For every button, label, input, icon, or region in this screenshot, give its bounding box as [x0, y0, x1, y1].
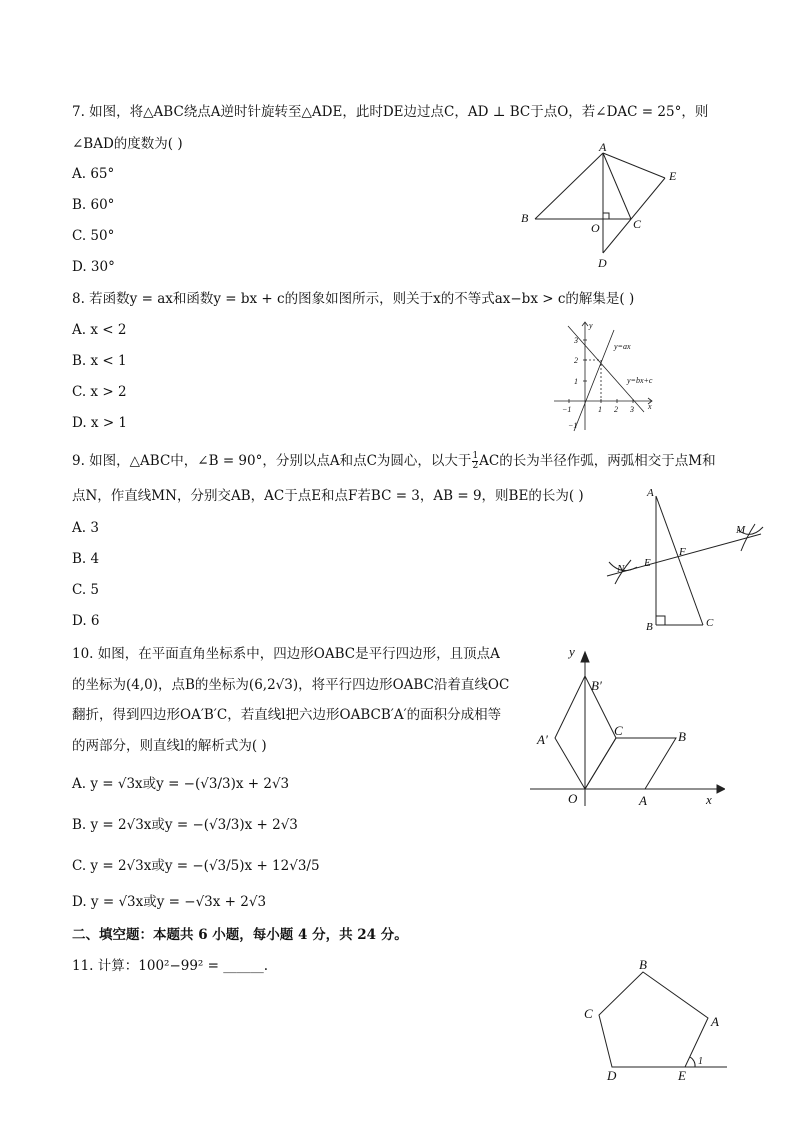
- q7-label-b: B: [521, 211, 529, 225]
- q7-label-a: A: [599, 140, 607, 154]
- q9-option-a: A. 3: [72, 520, 99, 536]
- q11-pentagon-figure: [575, 955, 735, 1085]
- q9-label-e: E: [644, 557, 651, 569]
- q9-frac-num: 1: [472, 451, 479, 461]
- q10-stem-line2: 的坐标为(4,0)，点B的坐标为(6,2√3)，将平行四边形OABC沿着直线OC: [72, 677, 510, 693]
- q8-tick-y3: 3: [574, 336, 578, 345]
- q8-label-y-ax: y=ax: [614, 342, 631, 351]
- q8-stem: 8. 若函数y = ax和函数y = bx + c的图象如图所示，则关于x的不等式ax−bx > c的解集是( ): [72, 291, 635, 307]
- q10-label-a-prime: A′: [537, 732, 548, 747]
- q11-label-a: A: [711, 1014, 719, 1029]
- q11-answer-blank[interactable]: ______: [223, 958, 264, 974]
- q11-label-d: D: [607, 1068, 617, 1083]
- q8-option-a: A. x < 2: [72, 322, 127, 338]
- q8-tick-x2: 2: [614, 405, 618, 414]
- q7-option-a: A. 65°: [72, 166, 115, 182]
- q8-label-y-bxc: y=bx+c: [627, 376, 653, 385]
- q11-label-e: E: [678, 1068, 686, 1083]
- q7-label-d: D: [598, 256, 607, 270]
- q9-stem-line1: [72, 452, 716, 471]
- q10-figure: [525, 640, 725, 812]
- q9-label-n: N: [617, 563, 625, 575]
- q11-prefix: 11. 计算：100²−99² =: [72, 958, 219, 974]
- q8-option-d: D. x > 1: [72, 415, 128, 431]
- q11-label-b: B: [639, 957, 647, 972]
- q8-line-y-ax: [574, 330, 614, 431]
- q10-stem-line4: 的两部分，则直线l的解析式为( ): [72, 738, 267, 754]
- q9-option-d: D. 6: [72, 613, 100, 629]
- q7-seg-ab: [535, 153, 603, 219]
- q9-label-c: C: [706, 617, 714, 629]
- q9-figure: [595, 484, 775, 636]
- q9-label-m: M: [736, 524, 746, 536]
- q10-label-o: O: [568, 791, 578, 806]
- q11-angle-arc: [690, 1057, 695, 1067]
- q8-graph: [548, 316, 658, 434]
- q11-label-angle-1: 1: [698, 1056, 703, 1067]
- q8-tick-xm1: −1: [562, 405, 572, 414]
- q9-stem-part1: 9. 如图，△ABC中，∠B = 90°，分别以点A和点C为圆心，以大于: [72, 453, 472, 469]
- q8-tick-y1: 1: [574, 377, 578, 386]
- q9-label-a: A: [647, 487, 654, 499]
- q8-option-b: B. x < 1: [72, 353, 127, 369]
- q7-stem-line2: ∠BAD的度数为( ): [72, 136, 183, 152]
- q10-option-d: D. y = √3x或y = −√3x + 2√3: [72, 894, 267, 910]
- q8-line-y-bxc: [568, 326, 644, 412]
- q10-option-a: A. y = √3x或y = −(√3/3)x + 2√3: [72, 776, 290, 792]
- section-2-heading: 二、填空题：本题共 6 小题，每小题 4 分，共 24 分。: [72, 927, 408, 943]
- q8-label-y: y: [589, 321, 593, 330]
- q8-tick-ym1: −1: [568, 421, 578, 430]
- q10-label-b-prime: B′: [591, 678, 602, 693]
- q10-label-a: A: [639, 793, 647, 808]
- q10-label-y: y: [569, 644, 575, 659]
- q7-right-angle: [603, 213, 609, 219]
- q7-option-d: D. 30°: [72, 259, 115, 275]
- q11-stem: [72, 957, 268, 975]
- q9-right-angle: [656, 616, 665, 625]
- q9-option-b: B. 4: [72, 551, 100, 567]
- q7-label-c: C: [633, 217, 642, 231]
- q8-tick-x1: 1: [598, 405, 602, 414]
- q9-label-f: F: [679, 546, 686, 558]
- q11-suffix: .: [263, 958, 269, 974]
- q10-stem-line3: 翻折，得到四边形OA′B′C，若直线l把六边形OABCB′A′的面积分成相等: [72, 707, 502, 723]
- q7-label-e: E: [669, 169, 677, 183]
- q7-option-b: B. 60°: [72, 197, 115, 213]
- q9-stem-line2: 点N，作直线MN，分别交AB，AC于点E和点F若BC = 3，AB = 9，则BE的长为( ): [72, 488, 584, 504]
- q7-label-o: O: [591, 221, 600, 235]
- q8-label-x: x: [648, 402, 652, 411]
- q11-label-c: C: [584, 1006, 593, 1021]
- q8-tick-x3: 3: [630, 405, 634, 414]
- q7-option-c: C. 50°: [72, 228, 115, 244]
- q10-stem-line1: 10. 如图，在平面直角坐标系中，四边形OABC是平行四边形，且顶点A: [72, 646, 500, 662]
- q10-label-c: C: [614, 723, 623, 738]
- q9-frac-den: 2: [472, 461, 479, 471]
- q8-tick-y2: 2: [574, 356, 578, 365]
- q7-stem-line1: 7. 如图，将△ABC绕点A逆时针旋转至△ADE，此时DE边过点C，AD ⊥ BC于点O，若∠DAC = 25°，则: [72, 104, 709, 120]
- q7-seg-de: [603, 178, 665, 253]
- q8-option-c: C. x > 2: [72, 384, 127, 400]
- q10-label-b: B: [678, 729, 686, 744]
- q9-fraction: [472, 452, 478, 471]
- q10-parallelogram-oabc: [585, 738, 676, 789]
- q10-option-b: B. y = 2√3x或y = −(√3/3)x + 2√3: [72, 817, 298, 833]
- q9-stem-part2: AC的长为半径作弧，两弧相交于点M和: [479, 453, 716, 469]
- q9-option-c: C. 5: [72, 582, 100, 598]
- q10-seg-oc: [585, 738, 616, 789]
- q10-option-c: C. y = 2√3x或y = −(√3/5)x + 12√3/5: [72, 858, 320, 874]
- q11-pentagon: [599, 972, 708, 1067]
- q10-label-x: x: [706, 792, 712, 807]
- q7-figure: [510, 140, 690, 275]
- q9-label-b: B: [646, 621, 653, 633]
